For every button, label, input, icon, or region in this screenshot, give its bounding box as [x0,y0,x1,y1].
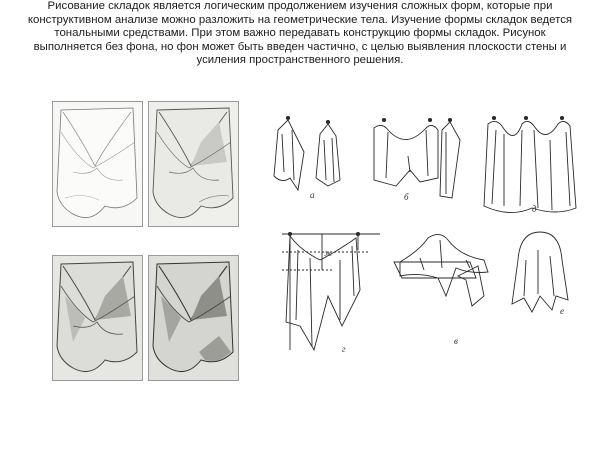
intro-paragraph: Рисование складок является логическим продолжением изучения сложных форм, которые при конструктивном анализе можно разложить на геометрические тела. Изучение формы складок ведется тональными средствами. При этом важно передавать конструкцию формы складок. Рисунок выполняется без фона, но фон может быть введен частично, с целью выявления плоскости стены и усиления пространственного решения. [27,0,573,67]
sketch-label-b: б [404,192,409,202]
fold-schemes-drawing [270,100,590,360]
drapery-drawing-stage-1 [52,101,143,227]
drapery-drawing-stage-2 [148,101,239,227]
drapery-drawing-stage-3 [52,255,143,381]
sketch-label-e: е [560,306,564,316]
sketch-label-v: в [454,336,458,346]
drapery-drawing-stage-4 [148,255,239,381]
sketch-label-a: а [310,190,315,200]
fold-schemes-panel [270,100,590,360]
sketch-label-g: г [342,344,346,354]
sketch-label-d: д [532,204,537,214]
sketch-label-zh: ж [324,248,333,258]
